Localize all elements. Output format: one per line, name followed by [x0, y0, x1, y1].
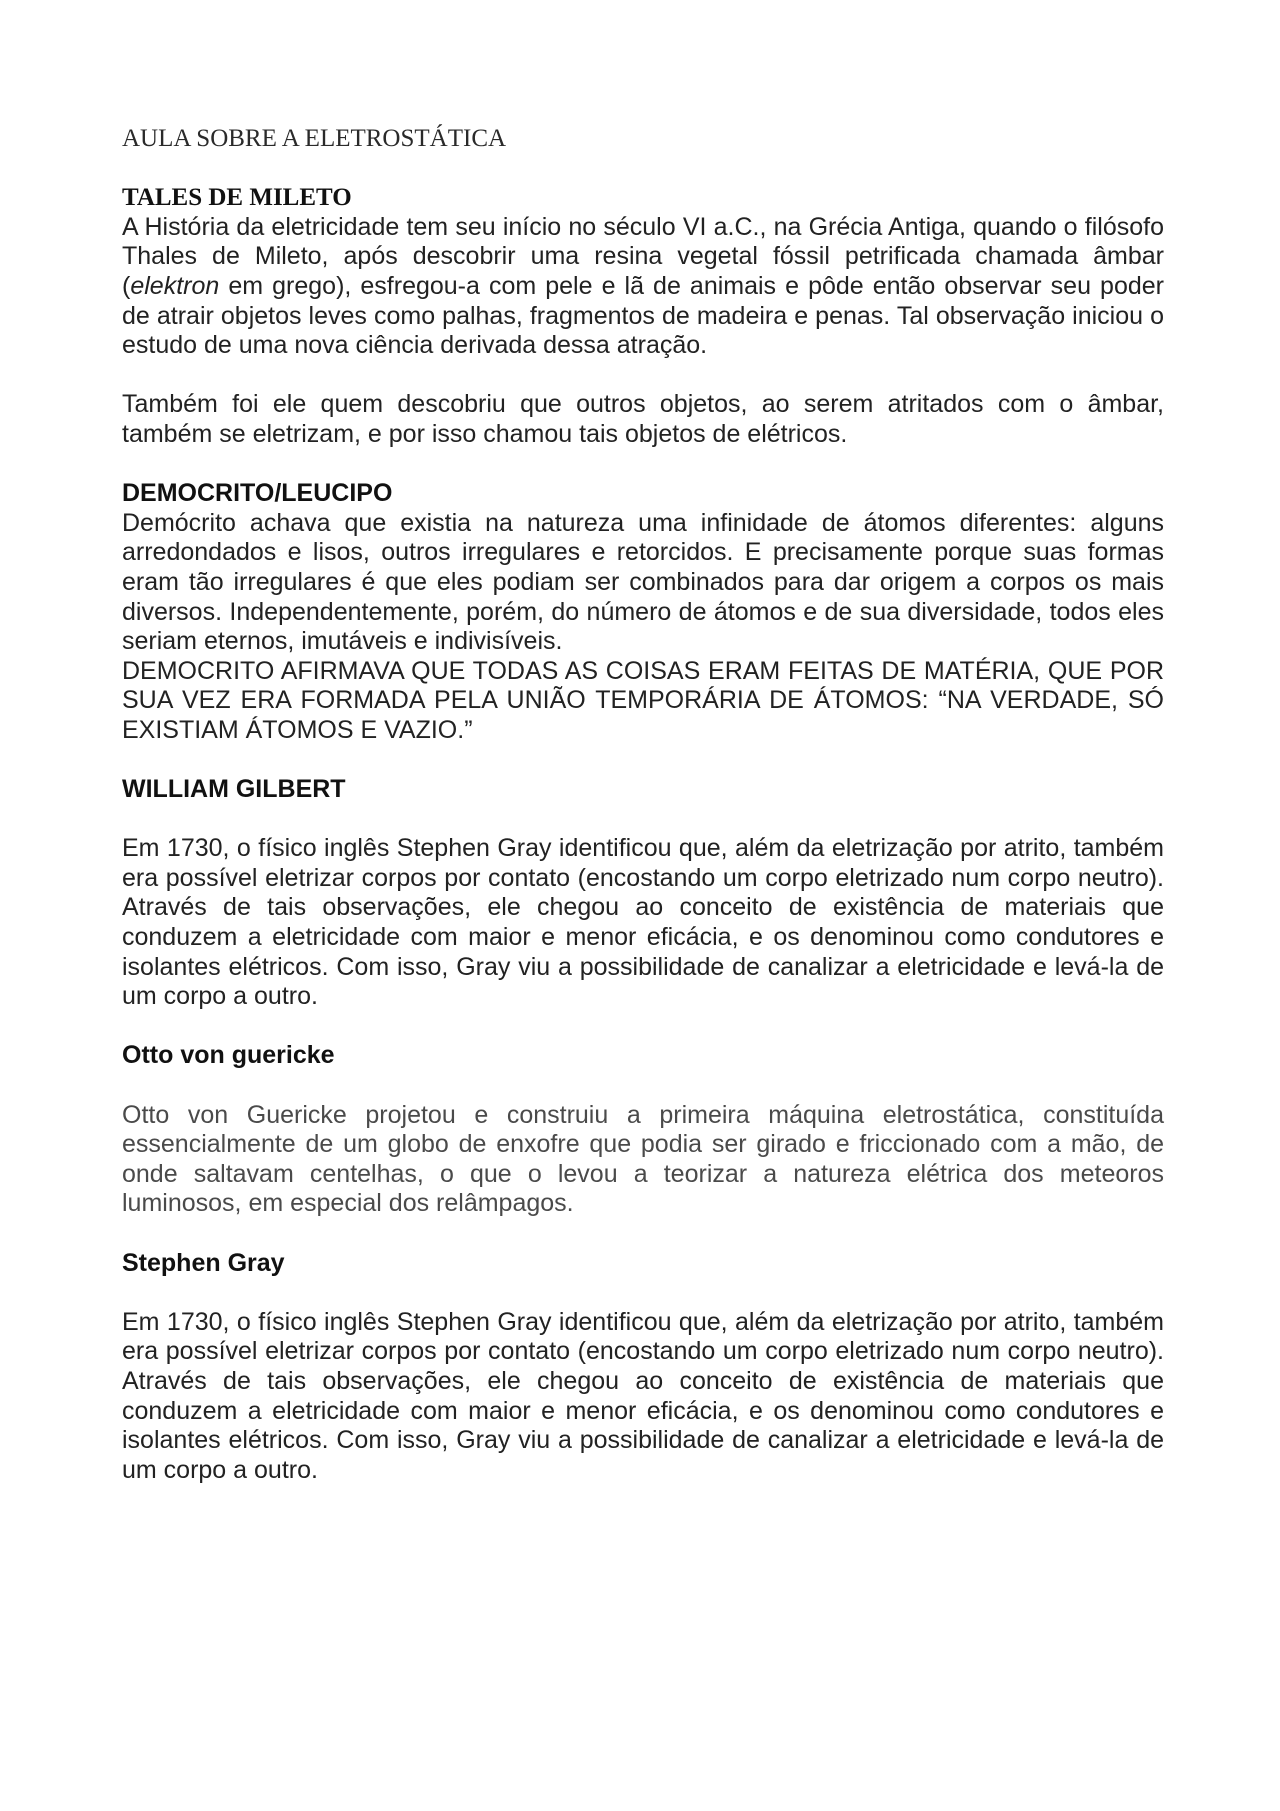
spacer	[122, 1012, 1164, 1042]
spacer	[122, 361, 1164, 391]
paragraph-thales-history	[122, 213, 1164, 361]
section-heading-thales: TALES DE MILETO	[122, 184, 352, 212]
document-title: AULA SOBRE A ELETROSTÁTICA	[122, 125, 507, 152]
paragraph-democrito-uppercase: DEMOCRITO AFIRMAVA QUE TODAS AS COISAS ERAM FEITAS DE MATÉRIA, QUE POR SUA VEZ ERA FORMADA PELA UNIÃO TEMPORÁRIA DE ÁTOMOS: “NA VERDADE, SÓ EXISTIAM ÁTOMOS E VAZIO.”	[122, 656, 1164, 744]
spacer	[122, 745, 1164, 775]
spacer	[122, 1219, 1164, 1249]
section-heading-guericke: Otto von guericke	[122, 1041, 335, 1070]
paragraph-gilbert: Em 1730, o físico inglês Stephen Gray identificou que, além da eletrização por atrito, também era possível eletrizar corpos por contato (encostando um corpo eletrizado num corpo neutro). Através de tais observações, ele chegou ao conceito de existência de materiais que conduzem a eletricidade com maior e menor eficácia, e os denominou como condutores e isolantes elétricos. Com isso, Gray viu a possibilidade de canalizar a eletricidade e levá-la de um corpo a outro.	[122, 834, 1164, 1011]
spacer	[122, 1071, 1164, 1101]
section-heading-gray: Stephen Gray	[122, 1248, 285, 1277]
spacer	[122, 1278, 1164, 1308]
text-run: em grego), esfregou-a com pele e lã de animais e pôde então observar seu poder de atrair objetos leves como palhas, fragmentos de madeira e penas. Tal observação iniciou o estudo de uma nova ciência derivada dessa atração.	[122, 271, 1164, 360]
paragraph-thales-electrics: Também foi ele quem descobriu que outros objetos, ao serem atritados com o âmbar, também se eletrizam, e por isso chamou tais objetos de elétricos.	[122, 390, 1164, 448]
spacer	[122, 450, 1164, 480]
spacer	[122, 805, 1164, 835]
text-run: A História da eletricidade tem seu início no século VI a.C., na Grécia Antiga, quando o filósofo Thales de Mileto, após descobrir uma resina vegetal fóssil petrificada chamada âmbar (	[122, 212, 1164, 300]
paragraph-gray: Em 1730, o físico inglês Stephen Gray identificou que, além da eletrização por atrito, também era possível eletrizar corpos por contato (encostando um corpo eletrizado num corpo neutro). Através de tais observações, ele chegou ao conceito de existência de materiais que conduzem a eletricidade com maior e menor eficácia, e os denominou como condutores e isolantes elétricos. Com isso, Gray viu a possibilidade de canalizar a eletricidade e levá-la de um corpo a outro.	[122, 1307, 1164, 1484]
document-page	[122, 124, 1164, 1485]
spacer	[122, 154, 1164, 184]
paragraph-guericke: Otto von Guericke projetou e construiu a primeira máquina eletrostática, constituída essencialmente de um globo de enxofre que podia ser girado e friccionado com a mão, de onde saltavam centelhas, o que o levou a teorizar a natureza elétrica dos meteoros luminosos, em especial dos relâmpagos.	[122, 1100, 1164, 1218]
italic-term: elektron	[130, 271, 220, 300]
section-heading-democrito: DEMOCRITO/LEUCIPO	[122, 479, 393, 508]
section-heading-gilbert: WILLIAM GILBERT	[122, 775, 346, 804]
paragraph-democrito-atoms: Demócrito achava que existia na natureza uma infinidade de átomos diferentes: alguns arredondados e lisos, outros irregulares e retorcidos. E precisamente porque suas formas eram tão irregulares é que eles podiam ser combinados para dar origem a corpos os mais diversos. Independentemente, porém, do número de átomos e de sua diversidade, todos eles seriam eternos, imutáveis e indivisíveis.	[122, 508, 1164, 656]
